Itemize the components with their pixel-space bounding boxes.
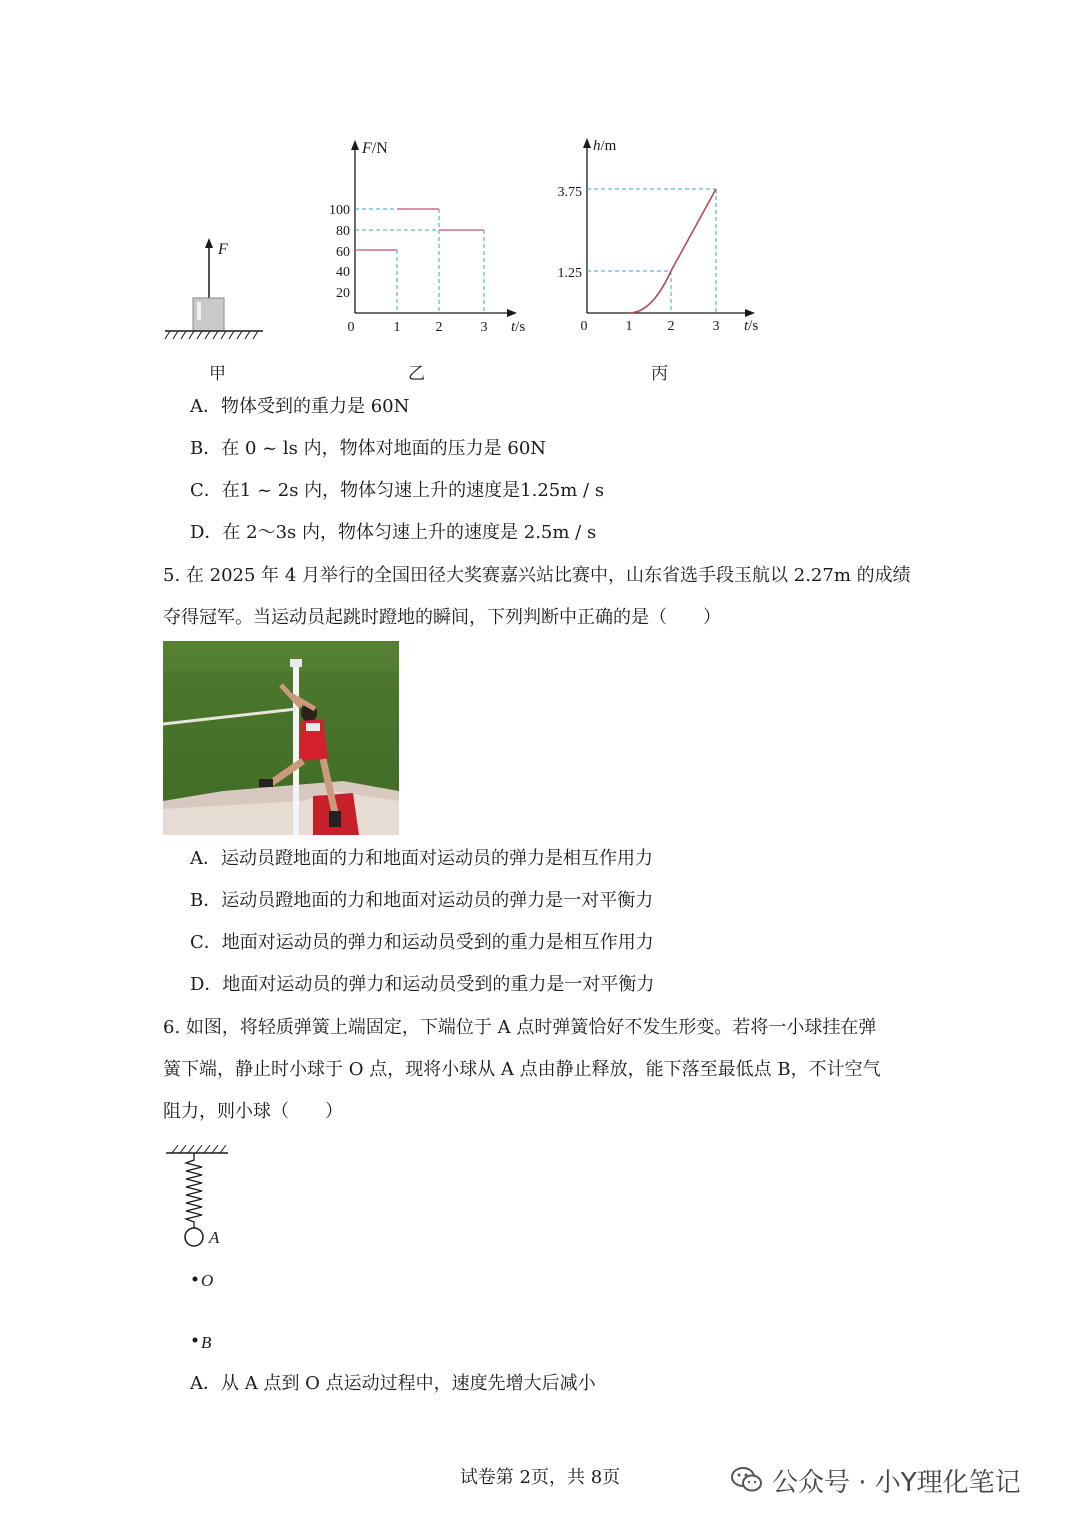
y-tick: 100 (329, 203, 350, 218)
ceiling-hatch (172, 1145, 226, 1153)
x-axis-arrow (507, 309, 517, 317)
q5-option-d: D．地面对运动员的弹力和运动员受到的重力是一对平衡力 (190, 974, 655, 995)
q5-stem-line2: 夺得冠军。当运动员起跳时蹬地的瞬间，下列判断中正确的是（ ） (163, 607, 721, 628)
ground-hatch (165, 331, 258, 339)
caption-yi: 乙 (408, 364, 425, 384)
high-jump-photo (163, 641, 399, 835)
y-axis-label: h/m (593, 138, 617, 154)
y-tick: 20 (336, 286, 350, 301)
x-axis-label: t/s (744, 318, 759, 334)
q4-option-b: B．在 0 ~ ls 内，物体对地面的压力是 60N (190, 438, 547, 459)
figure-bing (550, 130, 775, 345)
q5-option-a: A．运动员蹬地面的力和地面对运动员的弹力是相互作用力 (190, 848, 653, 869)
point-label-b: B (201, 1333, 212, 1352)
caption-bing: 丙 (651, 364, 668, 384)
x-tick: 3 (480, 320, 488, 335)
y-tick: 80 (336, 224, 350, 239)
figure-yi (320, 135, 540, 345)
caption-jia: 甲 (209, 364, 226, 384)
x-tick: 0 (580, 319, 588, 334)
q6-stem-line3: 阻力，则小球（ ） (163, 1101, 343, 1122)
q5-stem-line1: 5. 在 2025 年 4 月举行的全国田径大奖赛嘉兴站比赛中，山东省选手段玉航以 2.27m 的成绩 (163, 565, 911, 586)
page-footer: 试卷第 2页，共 8页 (459, 1467, 621, 1488)
spring-figure (160, 1140, 250, 1355)
x-tick: 1 (625, 319, 633, 334)
watermark (730, 1460, 1021, 1500)
block-highlight (197, 302, 201, 320)
q6-option-a: A．从 A 点到 O 点运动过程中，速度先增大后减小 (190, 1373, 596, 1394)
figure-jia (160, 230, 275, 350)
x-tick: 2 (435, 320, 443, 335)
point-o-dot (193, 1277, 198, 1282)
point-label-o: O (201, 1271, 214, 1290)
point-b-dot (193, 1338, 198, 1343)
wechat-icon (730, 1463, 764, 1497)
q6-stem-line1: 6. 如图，将轻质弹簧上端固定，下端位于 A 点时弹簧恰好不发生形变。若将一小球挂在弹 (163, 1017, 877, 1038)
x-tick: 3 (712, 319, 720, 334)
q6-stem-line2: 簧下端，静止时小球于 O 点，现将小球从 A 点由静止释放，能下落至最低点 B，不计空气 (163, 1059, 881, 1080)
y-axis-arrow (351, 140, 359, 150)
y-axis-label: F/N (362, 140, 388, 157)
q4-option-d: D．在 2～3s 内，物体匀速上升的速度是 2.5m / s (190, 522, 597, 543)
y-axis-arrow (583, 138, 591, 148)
x-axis-label: t/s (511, 319, 526, 335)
q5-option-b: B．运动员蹬地面的力和地面对运动员的弹力是一对平衡力 (190, 890, 654, 911)
y-tick: 1.25 (557, 266, 582, 281)
ball (185, 1228, 203, 1246)
point-label-a: A (209, 1228, 220, 1247)
q4-option-c: C．在1 ~ 2s 内，物体匀速上升的速度是1.25m / s (190, 480, 605, 501)
x-tick: 0 (347, 320, 355, 335)
q4-option-a: A．物体受到的重力是 60N (190, 396, 410, 417)
x-tick: 2 (667, 319, 675, 334)
x-tick: 1 (393, 320, 401, 335)
q5-option-c: C．地面对运动员的弹力和运动员受到的重力是相互作用力 (190, 932, 654, 953)
force-arrowhead (205, 238, 213, 248)
guide-lines (587, 189, 716, 313)
watermark-text: 公众号 · 小Y理化笔记 (772, 1467, 1021, 1498)
guide-lines (355, 209, 484, 313)
height-curve (629, 189, 716, 313)
y-tick: 60 (336, 245, 350, 260)
x-axis-arrow (745, 309, 755, 317)
spring (186, 1153, 202, 1228)
force-label: F (218, 241, 228, 258)
y-tick: 3.75 (557, 185, 582, 200)
y-tick: 40 (336, 265, 350, 280)
